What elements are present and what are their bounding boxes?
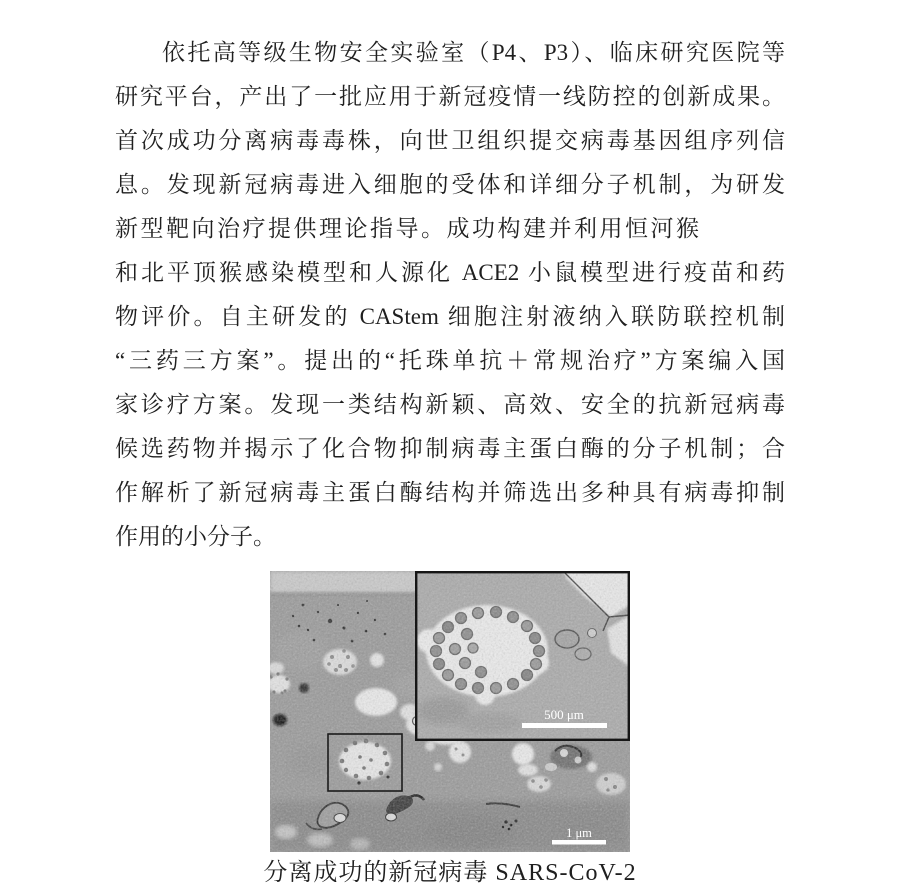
paragraph-line: 家诊疗方案。发现一类结构新颖、高效、安全的抗新冠病毒 [115,392,785,417]
paragraph-line: 息。发现新冠病毒进入细胞的受体和详细分子机制，为研发 [115,172,785,197]
paragraph-line: 依托高等级生物安全实验室（P4、P3）、临床研究医院等 [162,40,785,65]
body-paragraph [115,31,785,559]
electron-micrograph-figure [270,571,630,852]
inset-scale-bar [522,723,607,728]
paragraph-line: 物评价。自主研发的 CAStem 细胞注射液纳入联防联控机制 [115,304,785,329]
inset-micrograph [415,571,630,741]
paragraph-line: 作解析了新冠病毒主蛋白酶结构并筛选出多种具有病毒抑制 [115,480,785,505]
paragraph-line: 新型靶向治疗提供理论指导。成功构建并利用恒河猴 [115,216,702,241]
paragraph-line: “三药三方案”。提出的“托珠单抗＋常规治疗”方案编入国 [115,348,785,373]
paragraph-line: 和北平顶猴感染模型和人源化 ACE2 小鼠模型进行疫苗和药 [115,260,785,285]
main-scale-bar [552,840,606,845]
paragraph-line: 候选药物并揭示了化合物抑制病毒主蛋白酶的分子机制；合 [115,436,785,461]
inset-scale-label: 500 μm [544,707,584,722]
paragraph-line: 作用的小分子。 [115,524,276,549]
main-scale-label: 1 μm [566,826,592,840]
paragraph-line: 研究平台，产出了一批应用于新冠疫情一线防控的创新成果。 [115,84,785,109]
electron-micrograph [270,571,630,852]
paragraph-line: 首次成功分离病毒毒株，向世卫组织提交病毒基因组序列信 [115,128,785,153]
figure-caption: 分离成功的新冠病毒 SARS-CoV-2 [263,860,637,886]
